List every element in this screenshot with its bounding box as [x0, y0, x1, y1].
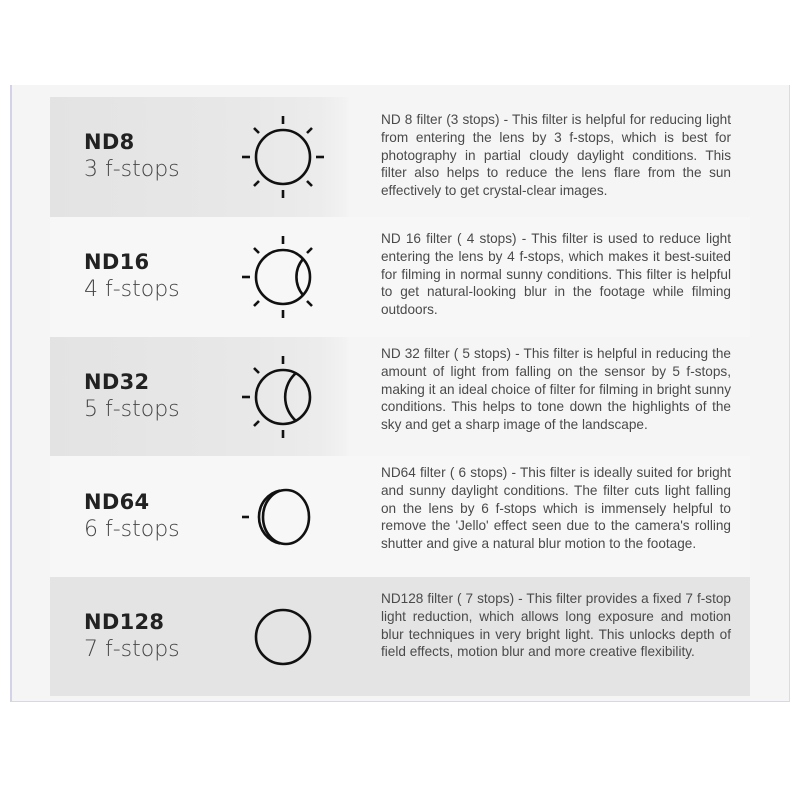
filter-label: [84, 97, 180, 217]
filter-label: [84, 577, 180, 696]
filter-label: [84, 217, 180, 337]
filter-name: ND16: [84, 250, 150, 274]
filter-stops: 7 f-stops: [84, 636, 180, 662]
sun-partial-shade-icon: [238, 232, 328, 322]
filter-row-nd32: [50, 337, 750, 456]
filter-name: ND32: [84, 369, 150, 394]
crescent-single-ray-icon: [238, 472, 328, 562]
filter-stops: 4 f-stops: [84, 277, 180, 302]
filter-stops: 5 f-stops: [84, 396, 180, 422]
filter-row-nd128: [50, 577, 750, 696]
filter-row-nd16: [50, 217, 750, 337]
filter-row-nd64: [50, 456, 750, 577]
filter-name: ND128: [84, 609, 165, 634]
filter-description: ND128 filter ( 7 stops) - This filter provides a fixed 7 f-stop light reduction, which allows long exposure and motion blur techniques in very bright light. This unlocks depth of field effects, motion blur and more creative flexibility.: [381, 591, 731, 660]
sun-half-shade-icon: [238, 352, 328, 442]
filter-name: ND64: [84, 489, 150, 514]
plain-circle-icon: [238, 592, 328, 682]
filter-row-nd8: [50, 97, 750, 217]
filter-label: [84, 456, 180, 577]
sun-full-rays-icon: [238, 112, 328, 202]
filter-description: ND 16 filter ( 4 stops) - This filter is used to reduce light entering the lens by 4 f-stops, which makes it best-suited for filming in normal sunny conditions. This filter is helpful to get natural-looking blur in the footage while filming outdoors.: [381, 231, 731, 318]
filter-description: ND 32 filter ( 5 stops) - This filter is helpful in reducing the amount of light from falling on the sensor by 5 f-stops, making it an ideal choice of filter for filming in bright sunny conditions. This helps to tone down the highlights of the sky and get a sharp image of the landscape.: [381, 346, 731, 433]
filter-name: ND8: [84, 130, 135, 154]
filter-stops: 3 f-stops: [84, 157, 180, 182]
filter-label: [84, 337, 180, 456]
filter-stops: 6 f-stops: [84, 516, 180, 542]
filter-description: ND64 filter ( 6 stops) - This filter is ideally suited for bright and sunny daylight conditions. The filter cuts light falling on the lens by 6 f-stops which is immensely helpful to remove the 'Jello' effect seen due to the camera's rolling shutter and give a natural blur motion to the footage.: [381, 465, 731, 552]
filter-description: ND 8 filter (3 stops) - This filter is helpful for reducing light from entering the lens by 3 f-stops, which is best for photography in partial cloudy daylight conditions. This filter also helps to reduce the lens flare from the sun effectively to get crystal-clear images.: [381, 112, 731, 199]
